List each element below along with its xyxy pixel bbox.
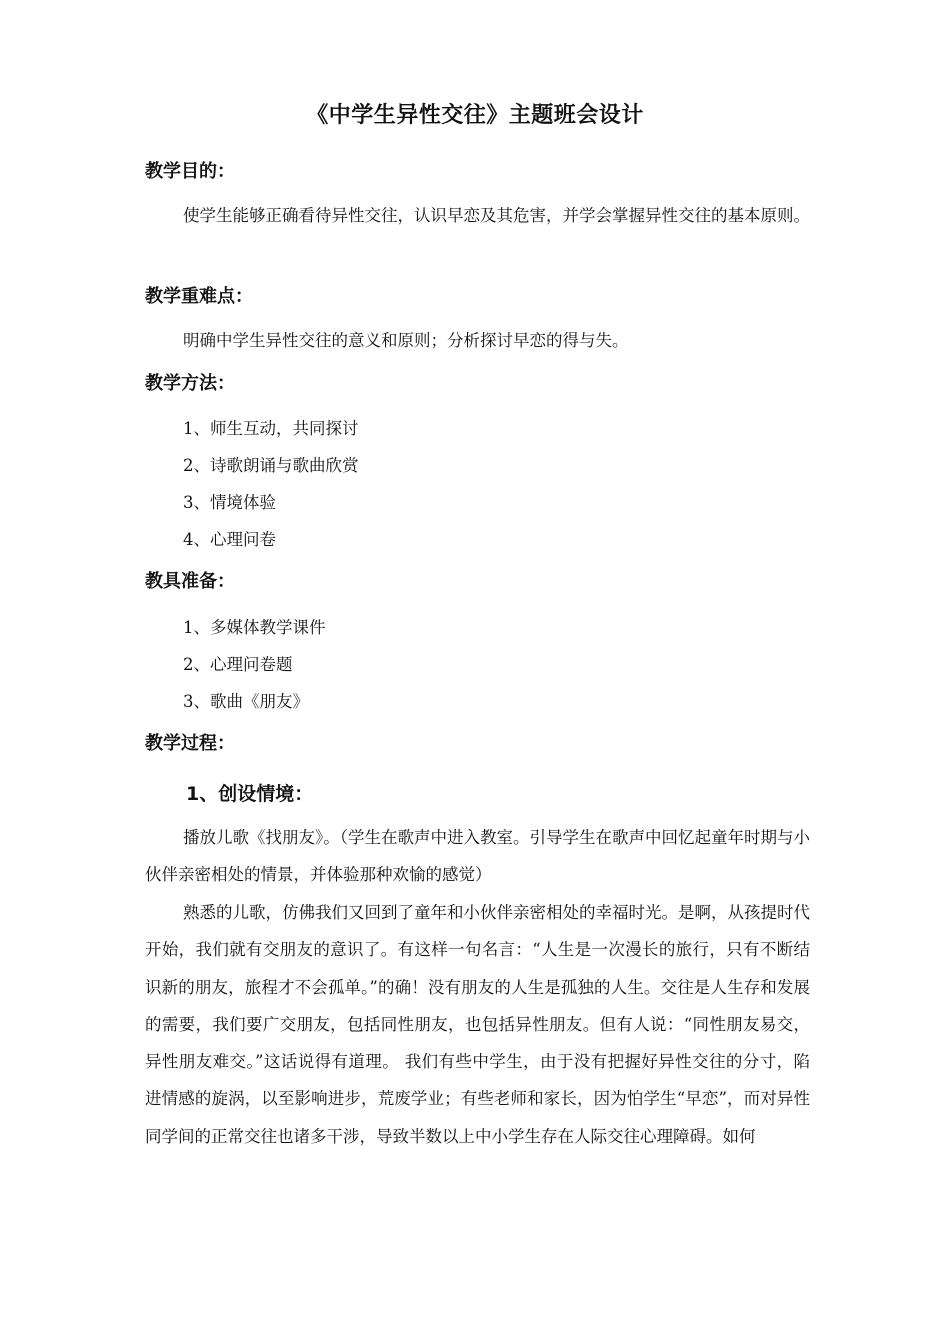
objective-text: 使学生能够正确看待异性交往，认识早恋及其危害，并学会掌握异性交往的基本原则。 bbox=[183, 206, 810, 225]
document-title: 《中学生异性交往》主题班会设计 bbox=[306, 103, 644, 128]
step1-paragraph: 熟悉的儿歌，仿佛我们又回到了童年和小伙伴亲密相处的幸福时光。是啊，从孩提时代开始，我们就有交朋友的意识了。有这样一句名言：“人生是一次漫长的旅行，只有不断结识新的朋友，旅程才不会孤单。”的确！没有朋友的人生是孤独的人生。交往是人生存和发展的需要，我们要广交朋友，包括同性朋友，也包括异性朋友。但有人说：“同性朋友易交，异性朋友难交。”这话说得有道理。 我们有些中学生，由于没有把握好异性交往的分寸，陷进情感的旋涡，以至影响进步，荒废学业；有些老师和家长，因为怕学生“早恋”，而对异性同学间的正常交往也诸多干涉，导致半数以上中小学生存在人际交往心理障碍。如何 bbox=[145, 903, 810, 1146]
step1-heading: 1、创设情境： bbox=[186, 783, 314, 805]
materials-item: 1、多媒体教学课件 bbox=[183, 618, 326, 637]
objective-heading: 教学目的： bbox=[145, 161, 235, 182]
process-heading: 教学过程： bbox=[145, 733, 235, 754]
methods-item: 3、情境体验 bbox=[183, 493, 276, 512]
methods-item: 1、师生互动，共同探讨 bbox=[183, 419, 359, 438]
materials-heading: 教具准备： bbox=[145, 571, 235, 592]
materials-item: 2、心理问卷题 bbox=[183, 655, 293, 674]
key-points-heading: 教学重难点： bbox=[145, 286, 253, 307]
step1-paragraph: 播放儿歌《找朋友》。（学生在歌声中进入教室。引导学生在歌声中回忆起童年时期与小伙伴亲密相处的情景，并体验那种欢愉的感觉） bbox=[145, 828, 810, 885]
materials-item: 3、歌曲《朋友》 bbox=[183, 692, 309, 711]
methods-item: 4、心理问卷 bbox=[183, 530, 276, 549]
key-points-text: 明确中学生异性交往的意义和原则；分析探讨早恋的得与失。 bbox=[183, 331, 629, 350]
methods-item: 2、诗歌朗诵与歌曲欣赏 bbox=[183, 456, 359, 475]
methods-heading: 教学方法： bbox=[145, 373, 235, 394]
